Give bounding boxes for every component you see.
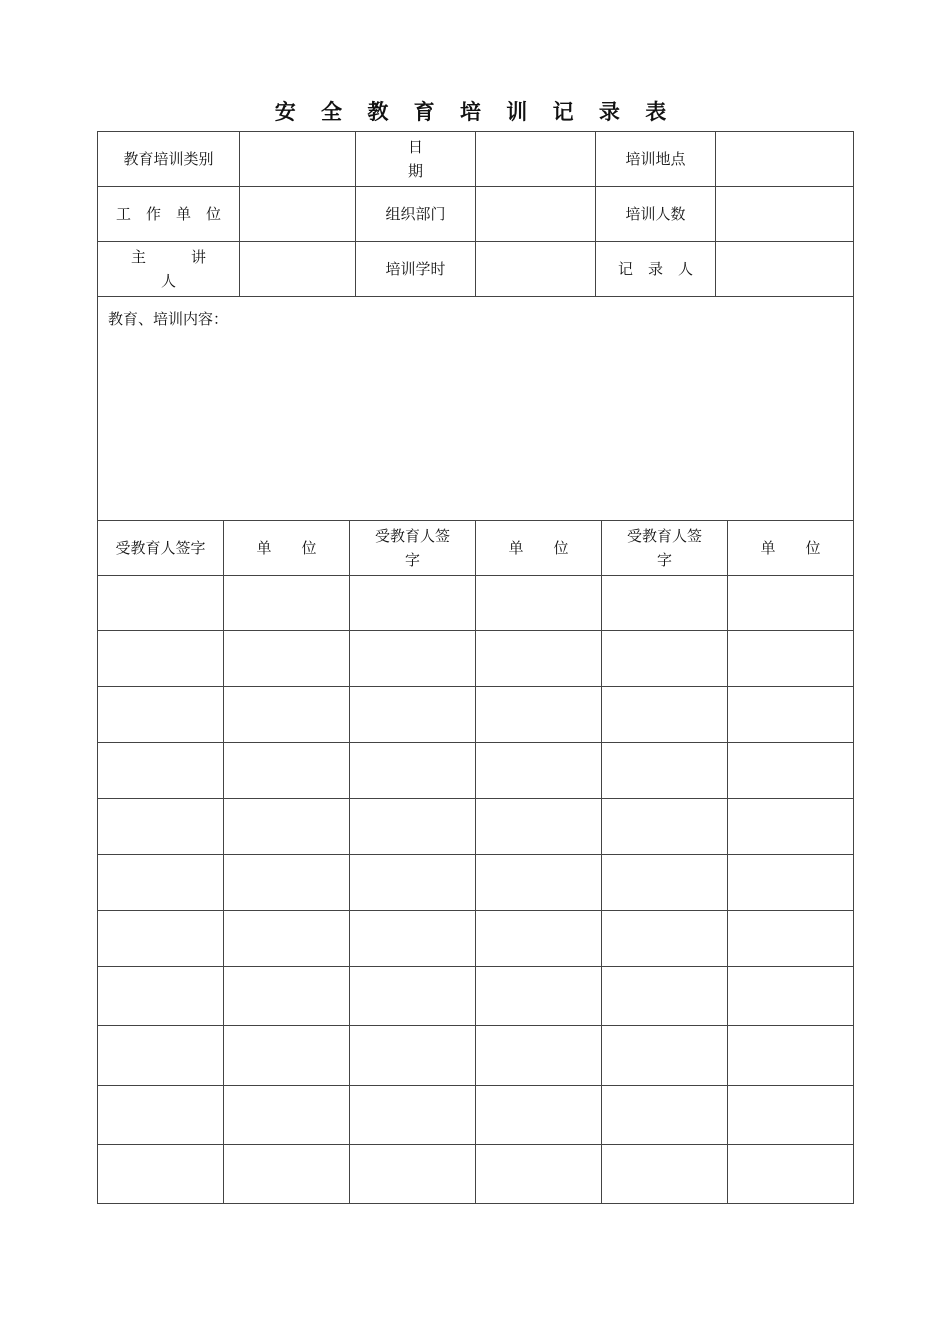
table-row [98,631,854,687]
signature-cell[interactable] [350,687,476,743]
signature-cell[interactable] [98,1145,224,1204]
signature-table [97,520,854,1204]
unit-cell[interactable] [476,1145,602,1204]
signature-cell[interactable] [602,631,728,687]
signature-cell[interactable] [350,1145,476,1204]
unit-cell[interactable] [728,1026,854,1086]
header-trainee-signature: 受教育人签字 [98,521,224,576]
signature-cell[interactable] [602,743,728,799]
signature-cell[interactable] [602,1145,728,1204]
unit-cell[interactable] [224,1086,350,1145]
unit-cell[interactable] [224,687,350,743]
label-lecturer: 主 讲 人 [98,242,240,297]
unit-cell[interactable] [476,576,602,631]
signature-cell[interactable] [98,799,224,855]
table-row [98,911,854,967]
signature-cell[interactable] [98,967,224,1026]
table-row [98,743,854,799]
unit-cell[interactable] [476,1086,602,1145]
unit-cell[interactable] [224,743,350,799]
unit-cell[interactable] [224,631,350,687]
signature-cell[interactable] [350,631,476,687]
unit-cell[interactable] [728,743,854,799]
signature-cell[interactable] [350,911,476,967]
unit-cell[interactable] [476,1026,602,1086]
unit-cell[interactable] [476,687,602,743]
unit-cell[interactable] [224,799,350,855]
field-organizing-dept[interactable] [476,187,596,242]
signature-cell[interactable] [350,1086,476,1145]
unit-cell[interactable] [728,687,854,743]
unit-cell[interactable] [728,911,854,967]
header-trainee-signature: 受教育人签 字 [602,521,728,576]
field-work-unit[interactable] [240,187,356,242]
training-content-area[interactable] [98,297,854,521]
signature-cell[interactable] [602,1086,728,1145]
unit-cell[interactable] [728,1145,854,1204]
unit-cell[interactable] [476,967,602,1026]
label-training-location: 培训地点 [596,132,716,187]
unit-cell[interactable] [224,576,350,631]
field-lecturer[interactable] [240,242,356,297]
table-row [98,1026,854,1086]
label-recorder: 记 录 人 [596,242,716,297]
header-unit: 单 位 [728,521,854,576]
field-date[interactable] [476,132,596,187]
field-training-hours[interactable] [476,242,596,297]
field-recorder[interactable] [716,242,854,297]
signature-cell[interactable] [602,1026,728,1086]
unit-cell[interactable] [224,1026,350,1086]
header-unit: 单 位 [476,521,602,576]
signature-cell[interactable] [98,855,224,911]
header-unit: 单 位 [224,521,350,576]
table-row [98,1086,854,1145]
field-trainee-count[interactable] [716,187,854,242]
unit-cell[interactable] [224,967,350,1026]
signature-cell[interactable] [98,687,224,743]
signature-cell[interactable] [350,576,476,631]
unit-cell[interactable] [728,967,854,1026]
unit-cell[interactable] [224,855,350,911]
signature-cell[interactable] [98,631,224,687]
signature-header-row [98,521,854,576]
signature-rows [98,576,854,1204]
signature-cell[interactable] [98,1026,224,1086]
table-row [98,799,854,855]
unit-cell[interactable] [224,1145,350,1204]
unit-cell[interactable] [728,855,854,911]
page-title: 安 全 教 育 培 训 记 录 表 [274,100,676,124]
header-trainee-signature: 受教育人签 字 [350,521,476,576]
signature-cell[interactable] [602,687,728,743]
unit-cell[interactable] [224,911,350,967]
field-training-location[interactable] [716,132,854,187]
table-row [98,687,854,743]
label-trainee-count: 培训人数 [596,187,716,242]
label-organizing-dept: 组织部门 [356,187,476,242]
signature-cell[interactable] [602,967,728,1026]
unit-cell[interactable] [728,799,854,855]
signature-cell[interactable] [350,799,476,855]
label-training-category: 教育培训类别 [98,132,240,187]
unit-cell[interactable] [476,855,602,911]
unit-cell[interactable] [728,576,854,631]
signature-cell[interactable] [98,743,224,799]
signature-cell[interactable] [98,576,224,631]
field-training-category[interactable] [240,132,356,187]
label-work-unit: 工 作 单 位 [98,187,240,242]
signature-cell[interactable] [350,967,476,1026]
signature-cell[interactable] [602,799,728,855]
unit-cell[interactable] [476,743,602,799]
unit-cell[interactable] [476,911,602,967]
signature-cell[interactable] [98,911,224,967]
signature-cell[interactable] [350,855,476,911]
unit-cell[interactable] [476,799,602,855]
signature-cell[interactable] [602,855,728,911]
signature-cell[interactable] [350,1026,476,1086]
table-row [98,855,854,911]
table-row [98,1145,854,1204]
training-content-label: 教育、培训内容： [108,310,229,328]
table-row [98,967,854,1026]
label-date: 日 期 [356,132,476,187]
table-row [98,576,854,631]
unit-cell[interactable] [728,631,854,687]
label-training-hours: 培训学时 [356,242,476,297]
signature-cell[interactable] [350,743,476,799]
signature-cell[interactable] [98,1086,224,1145]
signature-cell[interactable] [602,911,728,967]
unit-cell[interactable] [476,631,602,687]
signature-cell[interactable] [602,576,728,631]
training-info-table [97,131,854,521]
unit-cell[interactable] [728,1086,854,1145]
